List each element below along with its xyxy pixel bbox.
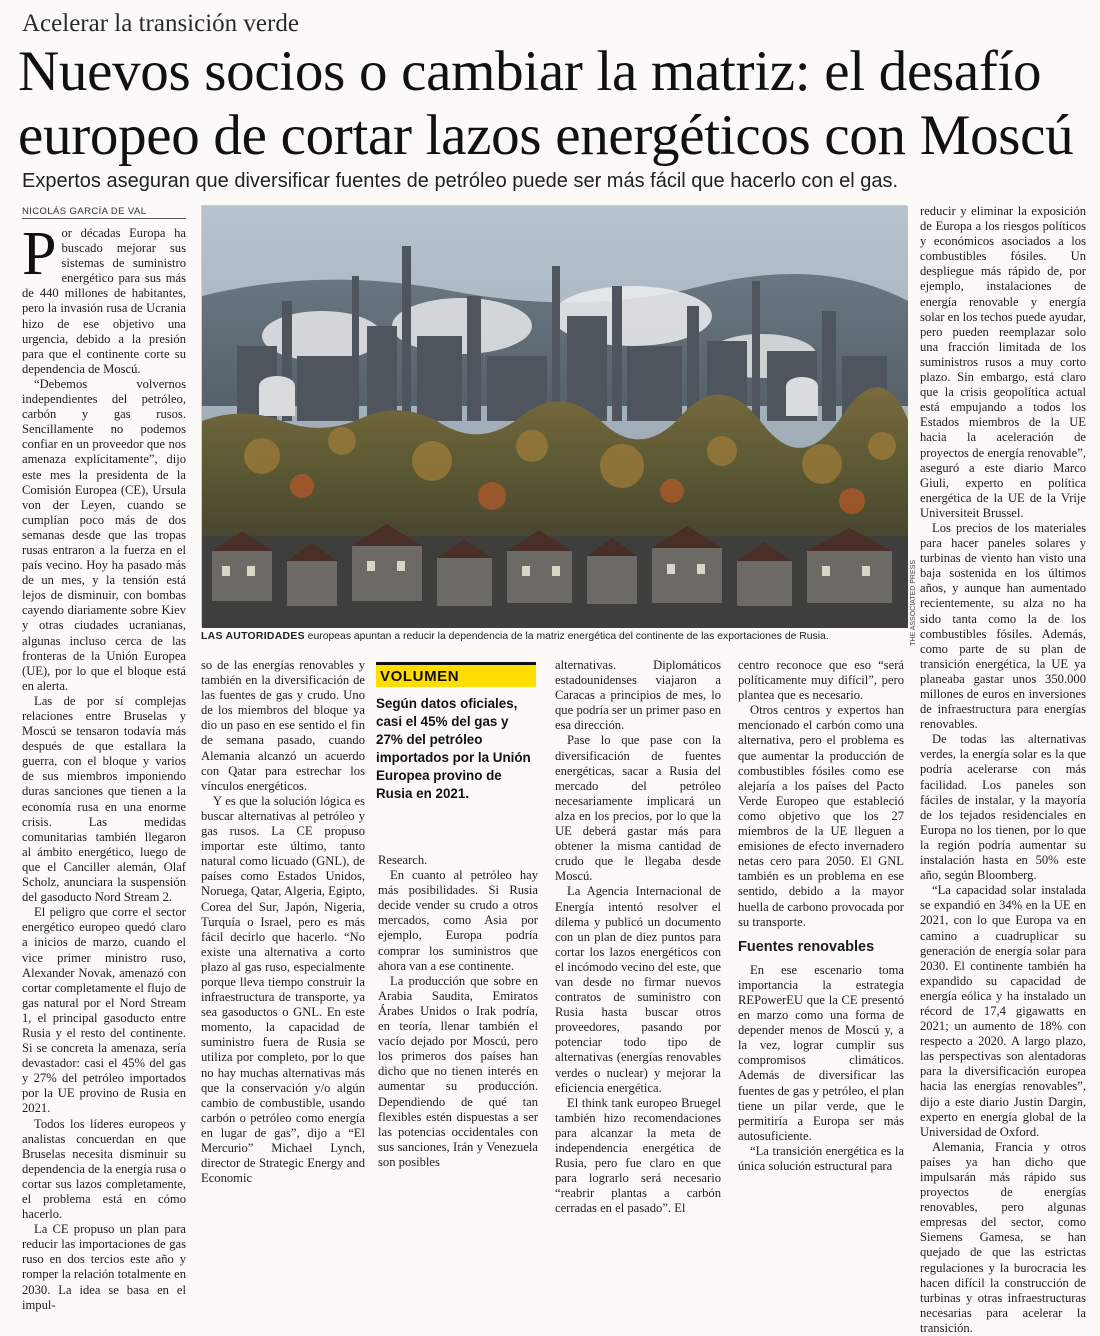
paragraph: “La transición energética es la única solución estructural para <box>738 1143 904 1173</box>
paragraph: Pase lo que pase con la diversificación de fuentes energéticas, sacar a Rusia del mercado del petróleo necesariamente implicará un alza en los precios, por lo que la UE deberá gastar más para obtener la misma cantidad de crudo que le llegaba desde Moscú. <box>555 733 721 884</box>
subhead-fuentes-renovables: Fuentes renovables <box>738 938 875 955</box>
paragraph: “La capacidad solar instalada se expandió en 34% en la UE en 2021, con lo que Europa va en camino a cuadruplicar su generación de energía solar para 2030. El continente también ha expandido su capacidad de energía eólica y ha instalado un récord de 17,4 gigawatts en 2021; un aumento de 18% con respecto a 2020. A largo plazo, las perspectivas son alentadoras para la diversificación europea hacia las energías renovables”, dijo a este diario Justin Dargin, experto en energía global de la Universidad de Oxford. <box>920 883 1086 1139</box>
paragraph: Otros centros y expertos han mencionado el carbón como una alternativa, pero el problema es que aumentar la producción de combustibles fósiles como ese alejaría a los países del Pacto Verde Europeo que estableció como objetivo que los 27 miembros de la UE lleguen a emisiones de efecto invernadero netas cero para 2050. El GNL también es un problema en ese sentido, debido a la mayor huella de carbono provocada por su transporte. <box>738 703 904 929</box>
volumen-box <box>376 662 536 803</box>
paragraph: “Debemos volvernos independientes del petróleo, carbón y gas rusos. Sencillamente no podemos confiar en un proveedor que nos amenaza explícitamente”, dijo este mes la presidenta de la Comisión Europea (CE), Ursula von der Leyen, cuando se cumplían poco más de dos semanas desde que las tropas rusas entraron a la fuerza en el país vecino. Hoy ha pasado más de un mes, y la tensión está lejos de disminuir, con bombas cayendo diariamente sobre Kiev y otras ciudades ucranianas, algunas incluso cerca de las fronteras de la Unión Europea (UE), por lo que el bloque está en alerta. <box>22 376 186 693</box>
paragraph: Las de por sí complejas relaciones entre Bruselas y Moscú se tensaron todavía más después de que estallara la guerra, con el bloque y varios de sus miembros imponiendo duras sanciones que tienen a la economía rusa en una enorme crisis. Las medidas comunitarias también llegaron al ámbito energético, luego de que el Canciller alemán, Olaf Scholz, anunciara la suspensión del gasoducto Nord Stream 2. <box>22 693 186 905</box>
deck-subtitle: Expertos aseguran que diversificar fuentes de petróleo puede ser más fácil que hacerlo con el gas. <box>22 170 899 192</box>
article-column-2 <box>201 658 365 1186</box>
paragraph: centro reconoce que eso “será políticamente muy difícil”, pero plantea que es necesario. <box>738 658 904 703</box>
volumen-text: Según datos oficiales, casi el 45% del gas y 27% del petróleo importados por la Unión Europea provino de Rusia en 2021. <box>376 696 531 801</box>
author-byline: NICOLÁS GARCÍA DE VAL <box>22 206 186 219</box>
paragraph: En ese escenario toma importancia la estrategia REPowerEU que la CE presentó en marzo como una forma de depender menos de Moscú y, a la vez, lograr cumplir sus compromisos climáticos. Además de diversificar las fuentes de gas y petróleo, el plan tiene un pilar verde, que le permitiría a Europa ser más autosuficiente. <box>738 962 904 1143</box>
paragraph: La producción que sobre en Arabia Saudita, Emiratos Árabes Unidos o Irak podría, en teoría, llenar también el vacío dejado por Moscú, pero los primeros dos países han dicho que no tienen interés en aumentar su producción. Dependiendo de qué tan flexibles estén dispuestas a ser las potencias occidentales con sus sanciones, Irán y Venezuela son posibles <box>378 973 538 1169</box>
paragraph: En cuanto al petróleo hay más posibilidades. Si Rusia decide vender su crudo a otros mercados, como Asia por ejemplo, Europa podría comprar los suministros que ahora van a ese continente. <box>378 868 538 973</box>
caption-text: europeas apuntan a reducir la dependencia de la matriz energética del continente de las exportaciones de Rusia. <box>304 631 829 642</box>
paragraph: alternativas. Diplomáticos estadounidenses viajaron a Caracas a principios de mes, lo que podría ser un primer paso en esa dirección. <box>555 658 721 733</box>
paragraph: Alemania, Francia y otros países ya han dicho que impulsarán más rápido sus proyectos de energías renovables, pero algunas empresas del sector, como Siemens Gamesa, se han quejado de que las estrictas regulaciones y la burocracia les hacen difícil la construcción de turbinas y otras infraestructuras necesarias para acelerar la transición. <box>920 1139 1086 1335</box>
photo-credit: THE ASSOCIATED PRESS <box>910 560 917 646</box>
headline: Nuevos socios o cambiar la matriz: el desafío europeo de cortar lazos energéticos con Moscú <box>18 40 1074 167</box>
paragraph: La CE propuso un plan para reducir las importaciones de gas ruso en dos tercios este año y romper la relación totalmente en 2030. La idea se basa en el impul- <box>22 1222 186 1312</box>
paragraph: Por décadas Europa ha buscado mejorar sus sistemas de suministro energético para sus más de 440 millones de habitantes, pero la invasión rusa de Ucrania hizo de ese objetivo una urgencia, debido a la presión para que el continente corte su dependencia de Moscú. <box>22 220 186 376</box>
paragraph: Todos los líderes europeos y analistas concuerdan en que Bruselas necesita disminuir su dependencia de la energía rusa o cortar sus lazos completamente, el problema está en cómo hacerlo. <box>22 1116 186 1222</box>
paragraph: El peligro que corre el sector energético europeo quedó claro a inicios de marzo, cuando el vice primer ministro ruso, Alexander Novak, amenazó con cortar completamente el flujo de gas natural por el Nord Stream 1, el principal gasoducto entre Rusia y el resto del continente. Si se concreta la amenaza, sería devastador: casi el 45% del gas y 27% del petróleo importados por la UE provino de Rusia en 2021. <box>22 905 186 1116</box>
paragraph: El think tank europeo Bruegel también hizo recomendaciones para alcanzar la meta de independencia energética de Rusia, pero fue claro en que para lograrlo será necesario “reabrir plantas a carbón cerradas en el pasado”. El <box>555 1095 721 1216</box>
paragraph: Los precios de los materiales para hacer paneles solares y turbinas de viento han visto una baja sostenida en los últimos años, y aunque han aumentado recientemente, su alza no ha sido tanta como la de los combustibles fósiles. Además, como parte de su plan de transición energética, la UE ya planeaba gastar unos 350.000 millones de euros en inversiones de infraestructura para energías renovables. <box>920 520 1086 732</box>
article-column-1 <box>22 220 186 1312</box>
refinery-illustration <box>202 206 908 628</box>
article-column-3 <box>378 853 538 1169</box>
paragraph: De todas las alternativas verdes, la energía solar es la que podría acelerarse con más facilidad. Los paneles son fáciles de instalar, y la mayoría de los tejados residenciales en Europa no los tienen, por lo que la región podría aumentar su instalación hasta en 50% este año, según Bloomberg. <box>920 732 1086 883</box>
photo-caption <box>201 631 907 642</box>
volumen-label: VOLUMEN <box>376 662 536 687</box>
paragraph: Research. <box>378 853 428 867</box>
article-column-5 <box>738 658 904 1173</box>
paragraph: Y es que la solución lógica es buscar alternativas al petróleo y gas rusos. La CE propuso importar este último, tanto natural como licuado (GNL), de países como Estados Unidos, Noruega, Qatar, Algeria, Egipto, Corea del Sur, Japón, Nigeria, Turquía o Israel, pero es más fácil decirlo que hacerlo. “No existe una alternativa a corto plazo al gas ruso, especialmente porque lleva tiempo construir la infraestructura de transporte, ya sea gasoductos o GNL. En este momento, la capacidad de suministro fuera de Rusia se utiliza por completo, por lo que no hay muchas alternativas más que la conservación y/o algún cambio de combustible, usando carbón o petróleo como energía en lugar de gas”, dijo a “El Mercurio” Michael Lynch, director de Strategic Energy and Economic <box>201 793 365 1186</box>
section-kicker: Acelerar la transición verde <box>22 10 299 37</box>
paragraph: so de las energías renovables y también en la diversificación de las fuentes de gas y crudo. Uno de los miembros del bloque ya dio un paso en ese sentido el fin de semana pasado, cuando Alemania alcanzó un acuerdo con Qatar para estrechar los vínculos energéticos. <box>201 658 365 793</box>
caption-lead: LAS AUTORIDADES <box>201 631 305 642</box>
paragraph: reducir y eliminar la exposición de Europa a los riesgos políticos y económicos asociados a los combustibles fósiles. Un despliegue más rápido de, por ejemplo, instalaciones de energía renovable y energía solar en los techos puede ayudar, pero pueden reemplazar solo una fracción limitada de los suministros rusos a muy corto plazo. Sin embargo, está claro que la crisis geopolítica actual está empujando a todos los Estados miembros de la UE hacia la aceleración de proyectos de energía renovable”, aseguró a este diario Marco Giuli, experto en política energética de la UE de la Vrije Universiteit Brussel. <box>920 204 1086 520</box>
article-column-6 <box>920 204 1086 1335</box>
refinery-photo <box>201 205 907 627</box>
article-column-4 <box>555 658 721 1216</box>
paragraph: La Agencia Internacional de Energía intentó resolver el dilema y publicó un documento con un plan de diez puntos para cortar los lazos energéticos con el incómodo vecino del este, que van desde no firmar nuevos contratos de suministro con Rusia hasta buscar otros proveedores, pasando por potenciar todo tipo de alternativas (energías renovables verdes o nuclear) y mejorar la eficiencia energética. <box>555 884 721 1095</box>
